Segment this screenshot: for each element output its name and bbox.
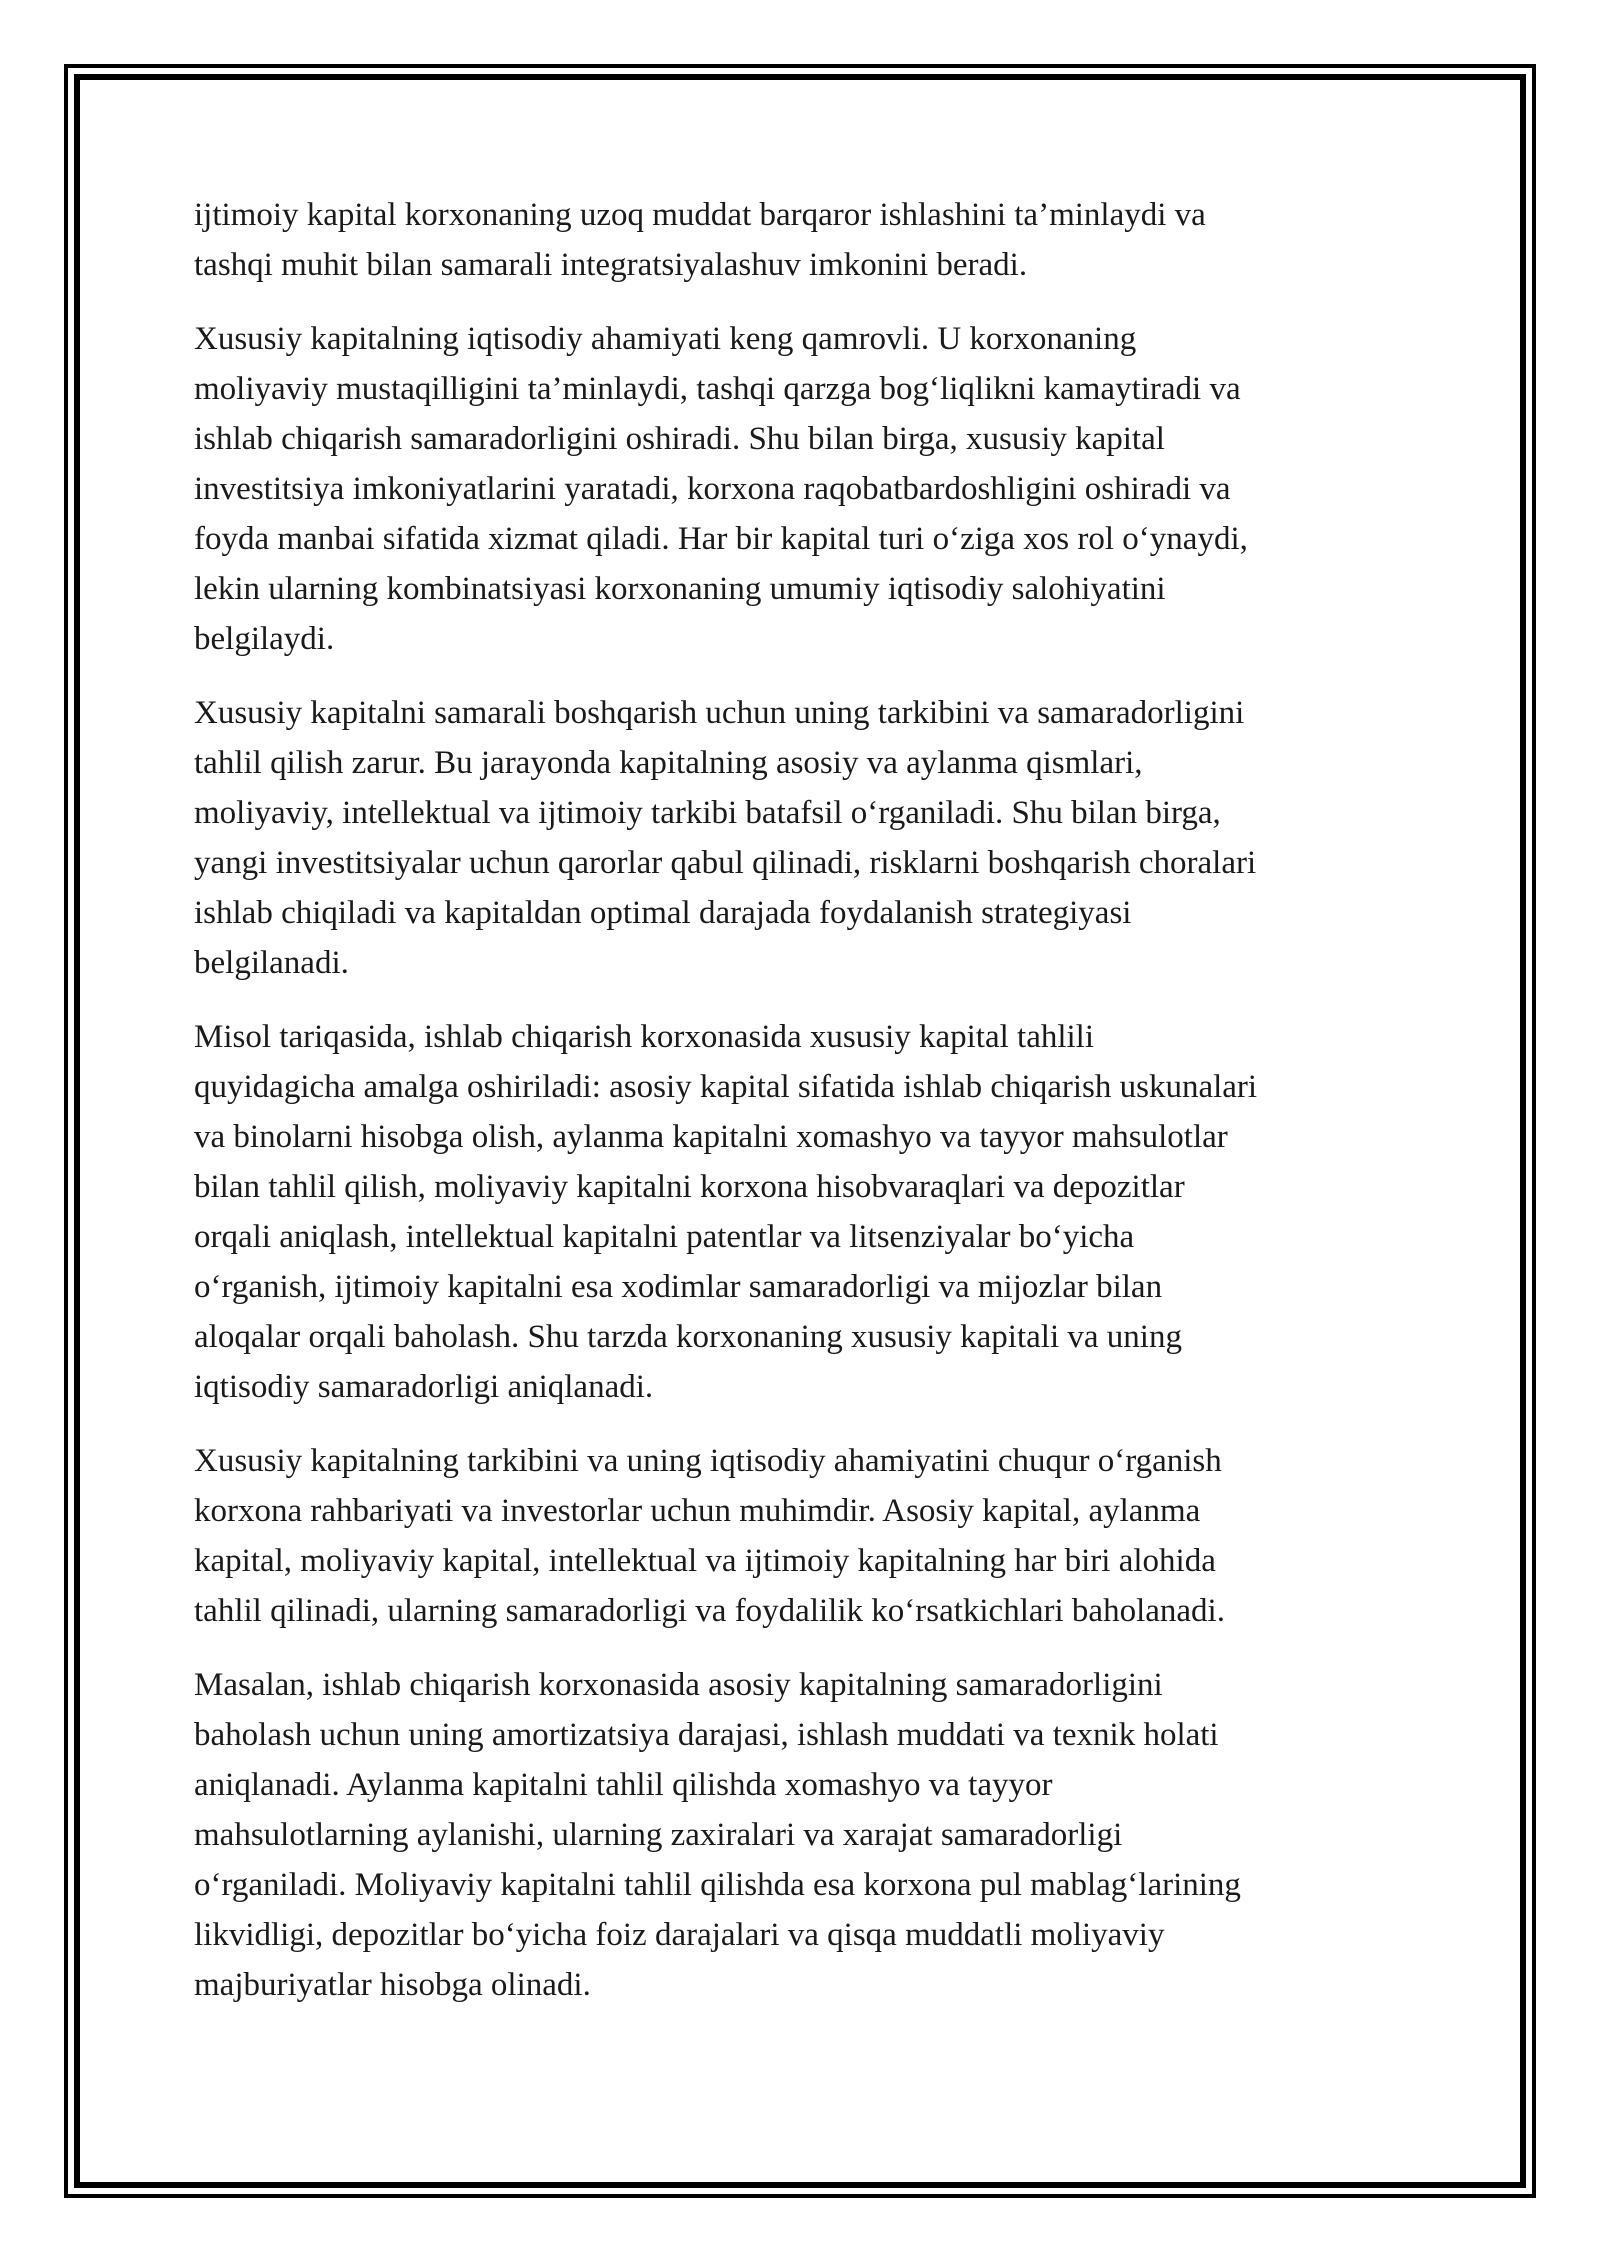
paragraph-6 xyxy=(194,1660,1424,2010)
text-line: moliyaviy, intellektual va ijtimoiy tarkibi batafsil o‘rganiladi. Shu bilan birga, xyxy=(194,795,1221,831)
text-line: iqtisodiy samaradorligi aniqlanadi. xyxy=(194,1369,654,1405)
text-line: aloqalar orqali baholash. Shu tarzda korxonaning xususiy kapitali va uning xyxy=(194,1319,1182,1355)
text-line: foyda manbai sifatida xizmat qiladi. Har bir kapital turi o‘ziga xos rol o‘ynaydi, xyxy=(194,521,1248,557)
text-line: majburiyatlar hisobga olinadi. xyxy=(194,1967,591,2003)
text-line: ijtimoiy kapital korxonaning uzoq muddat barqaror ishlashini ta’minlaydi va xyxy=(194,197,1206,233)
text-line: orqali aniqlash, intellektual kapitalni patentlar va litsenziyalar bo‘yicha xyxy=(194,1219,1135,1255)
text-line: likvidligi, depozitlar bo‘yicha foiz darajalari va qisqa muddatli moliyaviy xyxy=(194,1917,1165,1953)
text-line: Xususiy kapitalning tarkibini va uning iqtisodiy ahamiyatini chuqur o‘rganish xyxy=(194,1443,1222,1479)
text-line: va binolarni hisobga olish, aylanma kapitalni xomashyo va tayyor mahsulotlar xyxy=(194,1119,1228,1155)
text-line: Xususiy kapitalning iqtisodiy ahamiyati keng qamrovli. U korxonaning xyxy=(194,321,1137,357)
text-line: Misol tariqasida, ishlab chiqarish korxonasida xususiy kapital tahlili xyxy=(194,1019,1095,1055)
text-line: lekin ularning kombinatsiyasi korxonaning umumiy iqtisodiy salohiyatini xyxy=(194,571,1166,607)
text-line: moliyaviy mustaqilligini ta’minlaydi, tashqi qarzga bog‘liqlikni kamaytiradi va xyxy=(194,371,1241,407)
paragraph-1 xyxy=(194,190,1424,290)
text-line: Xususiy kapitalni samarali boshqarish uchun uning tarkibini va samaradorligini xyxy=(194,695,1245,731)
paragraph-2 xyxy=(194,314,1424,664)
text-line: yangi investitsiyalar uchun qarorlar qabul qilinadi, risklarni boshqarish choralari xyxy=(194,845,1257,881)
text-line: ishlab chiqarish samaradorligini oshiradi. Shu bilan birga, xususiy kapital xyxy=(194,421,1165,457)
text-line: kapital, moliyaviy kapital, intellektual va ijtimoiy kapitalning har biri alohida xyxy=(194,1543,1216,1579)
text-line: Masalan, ishlab chiqarish korxonasida asosiy kapitalning samaradorligini xyxy=(194,1667,1163,1703)
text-line: bilan tahlil qilish, moliyaviy kapitalni korxona hisobvaraqlari va depozitlar xyxy=(194,1169,1185,1205)
text-line: o‘rganiladi. Moliyaviy kapitalni tahlil qilishda esa korxona pul mablag‘larining xyxy=(194,1867,1241,1903)
text-line: baholash uchun uning amortizatsiya darajasi, ishlash muddati va texnik holati xyxy=(194,1717,1219,1753)
text-line: tashqi muhit bilan samarali integratsiyalashuv imkonini beradi. xyxy=(194,247,1028,283)
paragraph-3 xyxy=(194,688,1424,988)
text-line: mahsulotlarning aylanishi, ularning zaxiralari va xarajat samaradorligi xyxy=(194,1817,1123,1853)
paragraph-5 xyxy=(194,1436,1424,1636)
text-line: quyidagicha amalga oshiriladi: asosiy kapital sifatida ishlab chiqarish uskunalari xyxy=(194,1069,1258,1105)
paragraph-4 xyxy=(194,1012,1424,1412)
document-body xyxy=(194,190,1424,2034)
text-line: tahlil qilish zarur. Bu jarayonda kapitalning asosiy va aylanma qismlari, xyxy=(194,745,1143,781)
text-line: korxona rahbariyati va investorlar uchun muhimdir. Asosiy kapital, aylanma xyxy=(194,1493,1201,1529)
text-line: investitsiya imkoniyatlarini yaratadi, korxona raqobatbardoshligini oshiradi va xyxy=(194,471,1231,507)
text-line: aniqlanadi. Aylanma kapitalni tahlil qilishda xomashyo va tayyor xyxy=(194,1767,1053,1803)
text-line: ishlab chiqiladi va kapitaldan optimal darajada foydalanish strategiyasi xyxy=(194,895,1132,931)
text-line: belgilanadi. xyxy=(194,945,349,981)
text-line: tahlil qilinadi, ularning samaradorligi va foydalilik ko‘rsatkichlari baholanadi. xyxy=(194,1593,1225,1629)
text-line: belgilaydi. xyxy=(194,621,335,657)
text-line: o‘rganish, ijtimoiy kapitalni esa xodimlar samaradorligi va mijozlar bilan xyxy=(194,1269,1163,1305)
